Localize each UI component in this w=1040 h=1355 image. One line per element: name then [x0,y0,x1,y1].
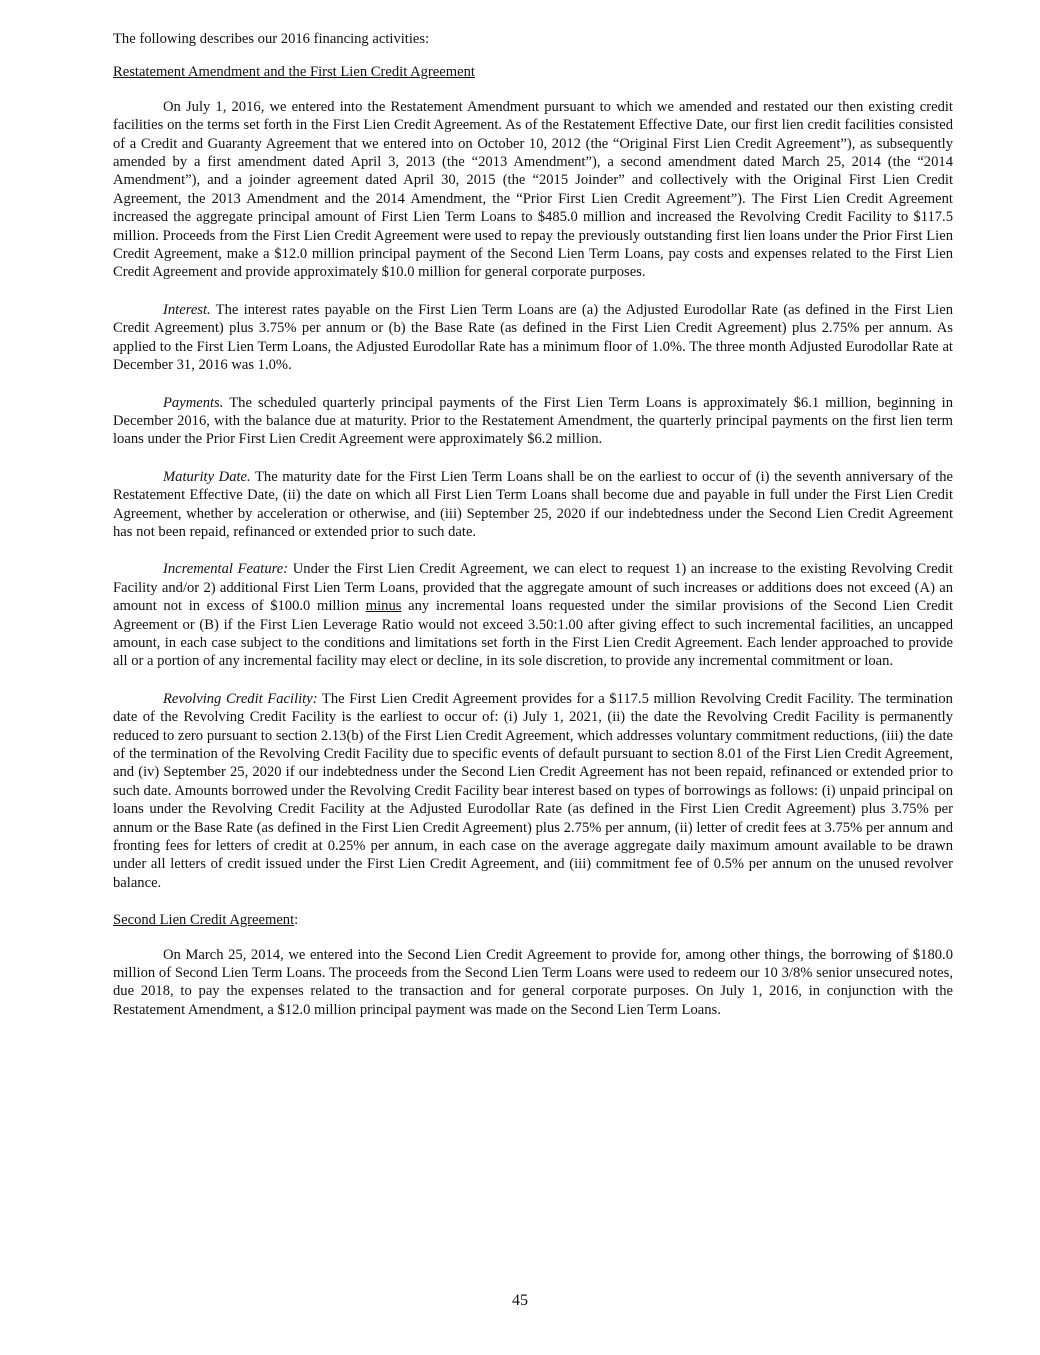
paragraph-interest [113,301,953,375]
interest-lead: Interest. [163,301,211,318]
paragraph-restatement: On July 1, 2016, we entered into the Restatement Amendment pursuant to which we amended and restated our then existing credit facilities on the terms set forth in the First Lien Credit Agreement. As of the Restatement Effective Date, our first lien credit facilities consisted of a Credit and Guaranty Agreement that we entered into on October 10, 2012 (the “Original First Lien Credit Agreement”), as subsequently amended by a first amendment dated April 3, 2013 (the “2013 Amendment”), a second amendment dated March 25, 2014 (the “2014 Amendment”), and a joinder agreement dated April 30, 2015 (the “2015 Joinder” and collectively with the Original First Lien Credit Agreement, the 2013 Amendment and the 2014 Amendment, the “Prior First Lien Credit Agreement”). The First Lien Credit Agreement increased the aggregate principal amount of First Lien Term Loans to $485.0 million and increased the Revolving Credit Facility to $117.5 million. Proceeds from the First Lien Credit Agreement were used to repay the previously outstanding first lien loans under the Prior First Lien Credit Agreement, make a $12.0 million principal payment of the Second Lien Term Loans, pay costs and expenses related to the First Lien Credit Agreement and provide approximately $10.0 million for general corporate purposes. [113,98,953,281]
incremental-lead: Incremental Feature: [163,561,289,578]
section-heading-second-lien-suffix: : [294,912,299,929]
document-page [113,30,953,1038]
paragraph-incremental [113,560,953,670]
paragraph-revolving [113,690,953,892]
interest-text: The interest rates payable on the First Lien Term Loans are (a) the Adjusted Eurodollar Rate (as defined in the First Lien Credit Agreement) plus 3.75% per annum or (b) the Base Rate (as defined in the First Lien Credit Agreement) plus 2.75% per annum. As applied to the First Lien Term Loans, the Adjusted Eurodollar Rate has a minimum floor of 1.0%. The three month Adjusted Eurodollar Rate at December 31, 2016 was 1.0%. [113,301,953,374]
incremental-minus: minus [365,598,402,615]
paragraph-payments [113,394,953,449]
incremental-text-b: any incremental loans requested under the similar provisions of the Second Lien Credit Agreement or (B) if the First Lien Leverage Ratio would not exceed 3.50:1.00 after giving effect to such incremental facilities, an uncapped amount, in each case subject to the conditions and limitations set forth in the First Lien Credit Agreement. Each lender approached to provide all or a portion of any incremental facility may elect or decline, in its sole discretion, to provide any incremental commitment or loan. [113,598,953,670]
section-heading-first-lien: Restatement Amendment and the First Lien Credit Agreement [113,64,475,81]
section-heading-second-lien: Second Lien Credit Agreement [113,912,295,929]
maturity-lead: Maturity Date. [163,468,251,485]
intro-text: The following describes our 2016 financing activities: [113,31,430,47]
page-number: 45 [512,1292,528,1309]
maturity-text: The maturity date for the First Lien Term Loans shall be on the earliest to occur of (i) the seventh anniversary of the Restatement Effective Date, (ii) the date on which all First Lien Term Loans shall become due and payable in full under the First Lien Credit Agreement, whether by acceleration or otherwise, and (iii) September 25, 2020 if our indebtedness under the Second Lien Credit Agreement has not been repaid, refinanced or extended prior to such date. [113,468,953,540]
revolving-text: The First Lien Credit Agreement provides for a $117.5 million Revolving Credit Facility. The termination date of the Revolving Credit Facility is the earliest to occur of: (i) July 1, 2021, (ii) the date the Revolving Credit Facility is permanently reduced to zero pursuant to section 2.13(b) of the First Lien Credit Agreement, which addresses voluntary commitment reductions, (iii) the date of the termination of the Revolving Credit Facility due to specific events of default pursuant to section 8.01 of the First Lien Credit Agreement, and (iv) September 25, 2020 if our indebtedness under the Second Lien Credit Agreement has not been repaid, refinanced or extended prior to such date. Amounts borrowed under the Revolving Credit Facility bear interest based on types of borrowings as follows: (i) unpaid principal on loans under the Revolving Credit Facility at the Adjusted Eurodollar Rate (as defined in the First Lien Credit Agreement) plus 3.75% per annum or the Base Rate (as defined in the First Lien Credit Agreement) plus 2.75% per annum, (ii) letter of credit fees at 3.75% per annum and fronting fees for letters of credit at 0.25% per annum, in each case on the average aggregate daily maximum amount available to be drawn under all letters of credit issued under the First Lien Credit Agreement, and (iii) commitment fee of 0.5% per annum on the unused revolver balance. [113,690,953,891]
revolving-lead: Revolving Credit Facility: [163,690,318,707]
payments-text: The scheduled quarterly principal payments of the First Lien Term Loans is approximately $6.1 million, beginning in December 2016, with the balance due at maturity. Prior to the Restatement Amendment, the quarterly principal payments on the first lien term loans under the Prior First Lien Credit Agreement were approximately $6.2 million. [113,394,953,448]
incremental-text-a: Under the First Lien Credit Agreement, we can elect to request 1) an increase to the existing Revolving Credit Facility and/or 2) additional First Lien Term Loans, provided that the aggregate amount of such increases or additions does not exceed (A) an amount not in excess of $100.0 million [113,561,953,615]
payments-lead: Payments. [163,394,224,411]
paragraph-maturity [113,468,953,542]
section-heading-second-lien-wrapper [113,911,953,929]
paragraph-second-lien: On March 25, 2014, we entered into the Second Lien Credit Agreement to provide for, among other things, the borrowing of $180.0 million of Second Lien Term Loans. The proceeds from the Second Lien Term Loans were used to redeem our 10 3/8% senior unsecured notes, due 2018, to pay the expenses related to the transaction and for general corporate purposes. On July 1, 2016, in conjunction with the Restatement Amendment, a $12.0 million principal payment was made on the Second Lien Term Loans. [113,946,953,1018]
